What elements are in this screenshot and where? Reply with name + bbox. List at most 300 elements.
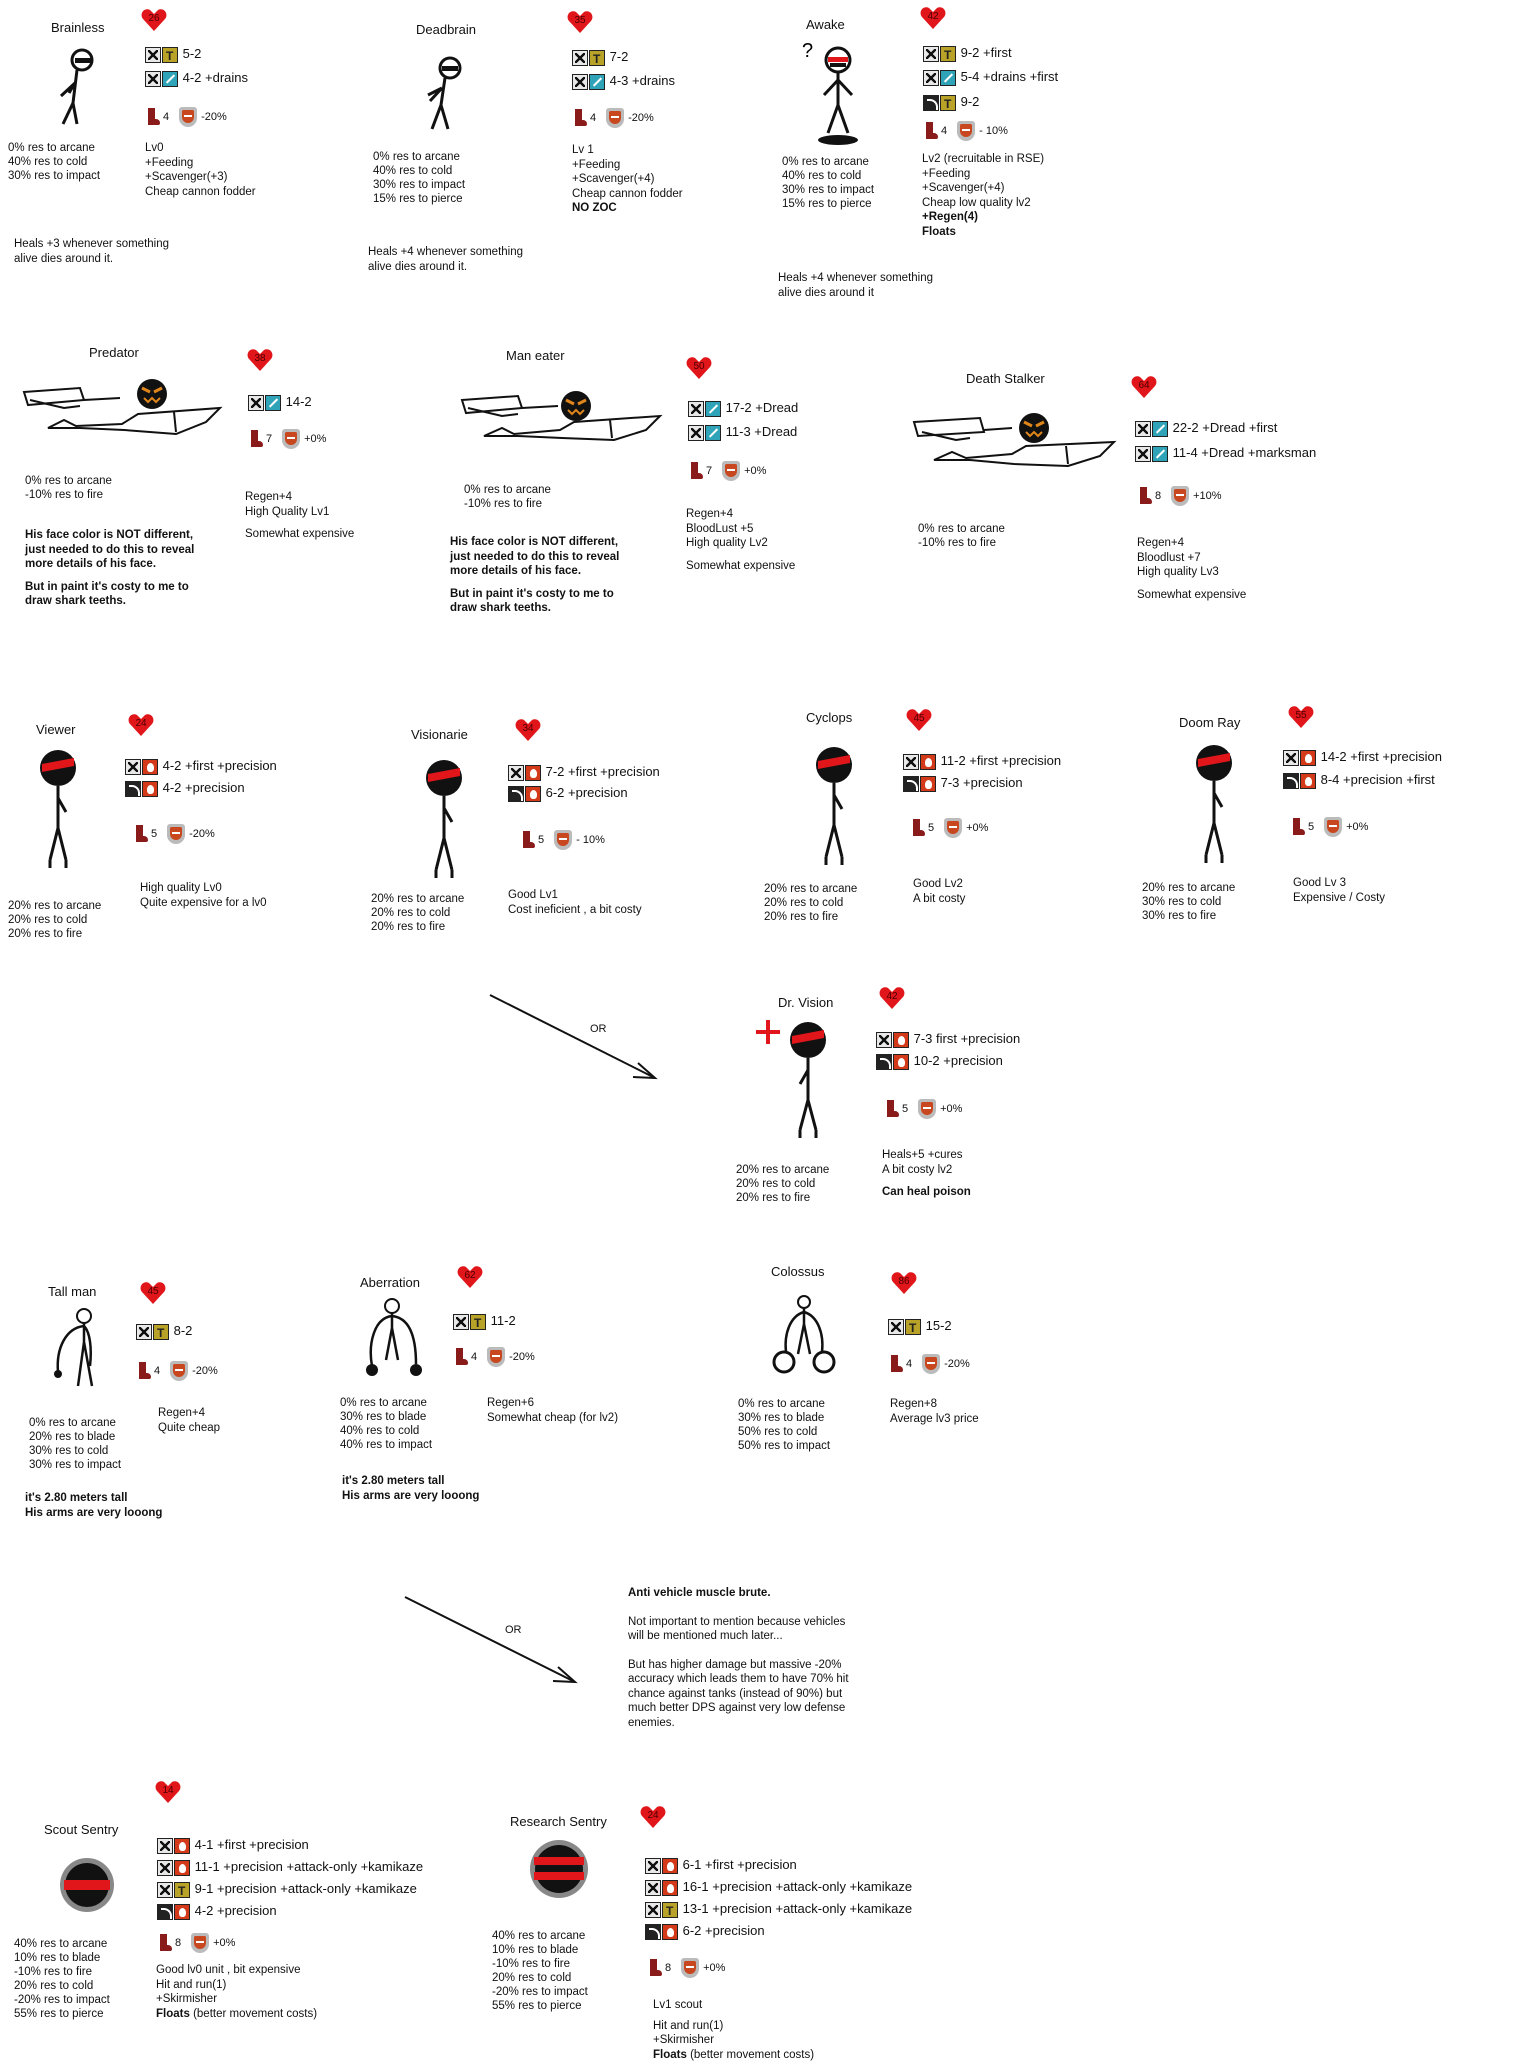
blade-icon — [162, 71, 178, 87]
boot-icon — [453, 1348, 467, 1366]
resistances: 20% res to arcane 20% res to cold 20% res to fire — [8, 900, 102, 940]
unit-extra-note: it's 2.80 meters tall His arms are very looong — [342, 1475, 480, 1502]
unit-notes: Regen+6 Somewhat cheap (for lv2) — [487, 1397, 619, 1424]
unit-notes: Regen+4 High Quality Lv1 Somewhat expensive — [245, 491, 355, 540]
heart-icon — [247, 348, 273, 372]
ranged-icon — [876, 1054, 892, 1070]
blade-icon — [589, 74, 605, 90]
boot-icon — [923, 122, 937, 140]
melee-icon — [645, 1858, 661, 1874]
melee-icon — [888, 1319, 904, 1335]
heart-icon — [457, 1265, 483, 1289]
fire-icon — [174, 1860, 190, 1876]
move-defense — [133, 823, 215, 845]
boot-icon — [888, 1355, 902, 1373]
heart-icon — [640, 1805, 666, 1829]
melee-icon — [157, 1860, 173, 1876]
resistances: 0% res to arcane -10% res to fire — [918, 523, 1005, 549]
attack-row — [145, 45, 201, 63]
attack-row — [645, 1856, 797, 1874]
shield-icon — [944, 818, 962, 838]
defense-value: +0% — [744, 465, 767, 477]
attack-text: 15-2 — [925, 1318, 952, 1333]
viewer-figure — [36, 748, 86, 873]
attack-text: 11-3 +Dread — [725, 424, 798, 439]
unit-notes: Good Lv1 Cost ineficient , a bit costy — [508, 889, 642, 916]
attack-row — [888, 1317, 952, 1335]
melee-icon — [1283, 750, 1299, 766]
ranged-icon — [903, 776, 919, 792]
attack-row — [1283, 748, 1442, 766]
boot-icon — [884, 1100, 898, 1118]
melee-icon — [645, 1880, 661, 1896]
hp-value: 55 — [1295, 710, 1307, 721]
hp-value: 45 — [147, 1286, 159, 1297]
attack-row — [923, 44, 1012, 62]
resistances: 0% res to arcane -10% res to fire — [464, 484, 551, 510]
heart-icon — [1131, 375, 1157, 399]
movement-value: 7 — [266, 433, 273, 445]
attack-text: 13-1 +precision +attack-only +kamikaze — [682, 1901, 913, 1916]
impact-icon — [589, 50, 605, 66]
boot-icon — [145, 108, 159, 126]
defense-value: -20% — [628, 112, 654, 124]
movement-value: 5 — [151, 828, 158, 840]
fire-icon — [1300, 773, 1316, 789]
melee-icon — [145, 71, 161, 87]
resistances: 0% res to arcane 20% res to blade 30% res to cold 30% res to impact — [29, 1417, 122, 1471]
deathstalker-figure — [910, 404, 1125, 479]
boot-icon — [133, 825, 147, 843]
unit-name: Research Sentry — [510, 1814, 607, 1829]
impact-icon — [153, 1324, 169, 1340]
impact-icon — [470, 1314, 486, 1330]
hp-value: 26 — [148, 13, 160, 24]
move-defense — [136, 1360, 218, 1382]
blade-icon — [705, 425, 721, 441]
unit-name: Brainless — [51, 20, 105, 35]
attack-text: 11-1 +precision +attack-only +kamikaze — [194, 1859, 424, 1874]
blade-icon — [265, 395, 281, 411]
unit-notes: Regen+4 Quite cheap — [158, 1407, 221, 1434]
fire-icon — [662, 1880, 678, 1896]
shield-icon — [681, 1958, 699, 1978]
attack-row — [688, 423, 797, 441]
attack-row — [688, 399, 798, 417]
move-defense — [453, 1346, 535, 1368]
shield-icon — [170, 1361, 188, 1381]
attack-row — [508, 763, 660, 781]
unit-name: Deadbrain — [416, 22, 476, 37]
move-defense — [688, 460, 766, 482]
attack-text: 11-4 +Dread +marksman — [1172, 445, 1317, 460]
attack-text: 8-4 +precision +first — [1320, 772, 1435, 787]
aberration-figure — [360, 1298, 430, 1382]
attack-text: 5-4 +drains +first — [960, 69, 1059, 84]
boot-icon — [1290, 818, 1304, 836]
defense-value: +0% — [703, 1962, 726, 1974]
attack-row — [876, 1030, 1020, 1048]
shield-icon — [554, 830, 572, 850]
resistances: 0% res to arcane 40% res to cold 30% res to impact 15% res to pierce — [782, 156, 875, 210]
heart-icon — [567, 10, 593, 34]
attack-text: 4-2 +first +precision — [162, 758, 277, 773]
unit-notes: Regen+4 Bloodlust +7 High quality Lv3 Somewhat expensive — [1137, 537, 1247, 601]
unit-name: Awake — [806, 17, 845, 32]
resistances: 20% res to arcane 20% res to cold 20% res to fire — [736, 1164, 830, 1204]
move-defense — [884, 1098, 962, 1120]
attack-row — [136, 1322, 192, 1340]
attack-text: 14-2 +first +precision — [1320, 749, 1443, 764]
unit-name: Man eater — [506, 348, 565, 363]
movement-value: 4 — [590, 112, 597, 124]
unit-name: Cyclops — [806, 710, 853, 725]
resistances: 0% res to arcane 40% res to cold 30% res to impact 15% res to pierce — [373, 151, 466, 205]
attack-row — [923, 93, 979, 111]
attack-text: 9-1 +precision +attack-only +kamikaze — [194, 1881, 417, 1896]
melee-icon — [453, 1314, 469, 1330]
boot-icon — [688, 462, 702, 480]
attack-row — [903, 752, 1061, 770]
resistances: 0% res to arcane 30% res to blade 40% res to cold 40% res to impact — [340, 1397, 433, 1451]
arrow-icon — [405, 1597, 585, 1689]
drvision-figure — [752, 1018, 832, 1143]
resistances: 40% res to arcane 10% res to blade -10% res to fire 20% res to cold -20% res to impact 55% res to pierce — [14, 1938, 110, 2020]
fire-icon — [525, 765, 541, 781]
impact-icon — [162, 47, 178, 63]
attack-text: 9-2 +first — [960, 45, 1012, 60]
attack-row — [508, 784, 628, 802]
attack-text: 7-3 +precision — [940, 775, 1023, 790]
fire-icon — [662, 1924, 678, 1940]
hp-value: 45 — [913, 713, 925, 724]
unit-name: Tall man — [48, 1284, 97, 1299]
movement-value: 8 — [175, 1937, 182, 1949]
attack-text: 22-2 +Dread +first — [1172, 420, 1278, 435]
anti-vehicle-note: Anti vehicle muscle brute. Not important to mention because vehicles will be mentioned much later... But has higher damage but massive -20% accuracy which leads them to have 70% hit chance against tanks (instead of 90%) but much better DPS against very low defense enemies. — [628, 1587, 849, 1729]
attack-row — [248, 393, 312, 411]
fire-icon — [920, 776, 936, 792]
fire-icon — [920, 754, 936, 770]
defense-value: -20% — [192, 1365, 218, 1377]
hp-value: 62 — [464, 1270, 476, 1281]
melee-icon — [125, 759, 141, 775]
attack-row — [157, 1880, 417, 1898]
melee-icon — [572, 74, 588, 90]
unit-extra-note: it's 2.80 meters tall His arms are very looong — [25, 1492, 163, 1519]
unit-notes: Good Lv2 A bit costy — [913, 878, 966, 905]
fire-icon — [174, 1838, 190, 1854]
boot-icon — [520, 831, 534, 849]
attack-text: 4-3 +drains — [609, 73, 676, 88]
defense-value: -20% — [944, 1358, 970, 1370]
resistances: 20% res to arcane 20% res to cold 20% res to fire — [764, 883, 858, 923]
shield-icon — [1324, 817, 1342, 837]
hp-value: 64 — [1138, 380, 1150, 391]
impact-icon — [940, 95, 956, 111]
attack-text: 14-2 — [285, 394, 312, 409]
unit-extra-note: Heals +4 whenever something alive dies around it — [778, 272, 934, 299]
defense-value: -20% — [509, 1351, 535, 1363]
heart-icon — [920, 6, 946, 30]
boot-icon — [647, 1959, 661, 1977]
attack-row — [1135, 444, 1316, 462]
unit-name: Viewer — [36, 722, 76, 737]
shield-icon — [487, 1347, 505, 1367]
attack-row — [145, 69, 248, 87]
attack-text: 7-3 first +precision — [913, 1031, 1021, 1046]
shield-icon — [922, 1354, 940, 1374]
move-defense — [647, 1957, 725, 1979]
resistances: 0% res to arcane 30% res to blade 50% res to cold 50% res to impact — [738, 1398, 831, 1452]
attack-text: 11-2 +first +precision — [940, 753, 1062, 768]
unit-name: Predator — [89, 345, 139, 360]
melee-icon — [903, 754, 919, 770]
heart-icon — [140, 1281, 166, 1305]
defense-value: +0% — [966, 822, 989, 834]
unit-notes: Good Lv 3 Expensive / Costy — [1293, 877, 1386, 904]
shield-icon — [167, 824, 185, 844]
fire-icon — [142, 759, 158, 775]
melee-icon — [923, 46, 939, 62]
movement-value: 5 — [928, 822, 935, 834]
attack-text: 4-1 +first +precision — [194, 1837, 309, 1852]
predator-figure — [20, 370, 230, 445]
unit-notes: Good lv0 unit , bit expensive Hit and run(1) +Skirmisher Floats (better movement costs) — [156, 1964, 318, 2020]
ranged-icon — [923, 95, 939, 111]
unit-extra-note: His face color is NOT different, just needed to do this to reveal more details of his face. But in paint it's costy to me to draw shark teeths. — [25, 529, 195, 607]
movement-value: 5 — [1308, 821, 1315, 833]
maneater-figure — [458, 378, 668, 453]
hp-value: 38 — [254, 353, 266, 364]
hp-value: 35 — [574, 15, 586, 26]
sentry-figure — [528, 1838, 590, 1900]
unit-notes: Lv2 (recruitable in RSE) +Feeding +Scavenger(+4) Cheap low quality lv2 +Regen(4) Floats — [922, 153, 1045, 238]
melee-icon — [157, 1838, 173, 1854]
fire-icon — [662, 1858, 678, 1874]
boot-icon — [248, 430, 262, 448]
move-defense — [520, 829, 605, 851]
defense-value: +0% — [1346, 821, 1369, 833]
heart-icon — [128, 713, 154, 737]
attack-row — [876, 1052, 1003, 1070]
defense-value: -20% — [201, 111, 227, 123]
hp-value: 24 — [135, 718, 147, 729]
melee-icon — [688, 401, 704, 417]
move-defense — [1290, 816, 1368, 838]
attack-row — [645, 1878, 912, 1896]
heart-icon — [155, 1780, 181, 1804]
movement-value: 8 — [665, 1962, 672, 1974]
attack-row — [157, 1836, 309, 1854]
unit-notes: Lv1 scout Hit and run(1) +Skirmisher Floats (better movement costs) — [653, 1999, 815, 2061]
boot-icon — [572, 109, 586, 127]
attack-row — [923, 68, 1058, 86]
attack-row — [903, 774, 1023, 792]
shield-icon — [722, 461, 740, 481]
attack-text: 10-2 +precision — [913, 1053, 1003, 1068]
resistances: 40% res to arcane 10% res to blade -10% res to fire 20% res to cold -20% res to impact 55% res to pierce — [492, 1930, 588, 2012]
move-defense — [1137, 485, 1222, 507]
attack-text: 4-2 +drains — [182, 70, 249, 85]
hp-value: 34 — [522, 723, 534, 734]
boot-icon — [157, 1934, 171, 1952]
blade-icon — [705, 401, 721, 417]
doomray-figure — [1192, 743, 1242, 868]
melee-icon — [572, 50, 588, 66]
movement-value: 7 — [706, 465, 713, 477]
heart-icon — [1288, 705, 1314, 729]
boot-icon — [910, 819, 924, 837]
defense-value: +0% — [304, 433, 327, 445]
unit-notes: Regen+8 Average lv3 price — [890, 1398, 979, 1425]
attack-text: 9-2 — [960, 94, 980, 109]
colossus-figure — [764, 1294, 844, 1376]
move-defense — [157, 1932, 235, 1954]
attack-text: 6-2 +precision — [682, 1923, 765, 1938]
defense-value: - 10% — [576, 834, 605, 846]
movement-value: 4 — [154, 1365, 161, 1377]
attack-row — [645, 1922, 765, 1940]
awake-figure — [800, 35, 860, 150]
shield-icon — [918, 1099, 936, 1119]
movement-value: 4 — [163, 111, 170, 123]
deadbrain-figure — [418, 55, 468, 133]
attack-text: 7-2 +first +precision — [545, 764, 660, 779]
attack-row — [453, 1312, 516, 1330]
unit-extra-note: Heals +3 whenever something alive dies around it. — [14, 238, 170, 265]
heart-icon — [879, 986, 905, 1010]
melee-icon — [145, 47, 161, 63]
attack-text: 5-2 — [182, 46, 202, 61]
shield-icon — [1171, 486, 1189, 506]
attack-row — [645, 1900, 912, 1918]
attack-text: 4-2 +precision — [162, 780, 245, 795]
movement-value: 4 — [941, 125, 948, 137]
attack-text: 8-2 — [173, 1323, 193, 1338]
boot-icon — [136, 1362, 150, 1380]
unit-name: Colossus — [771, 1264, 825, 1279]
hp-value: 42 — [886, 991, 898, 1002]
unit-extra-note: Heals +4 whenever something alive dies around it. — [368, 246, 524, 273]
or-label: OR — [505, 1624, 522, 1636]
heart-icon — [906, 708, 932, 732]
attack-text: 6-2 +precision — [545, 785, 628, 800]
move-defense — [145, 106, 227, 128]
blade-icon — [1152, 446, 1168, 462]
attack-row — [125, 779, 245, 797]
boot-icon — [1137, 487, 1151, 505]
fire-icon — [174, 1904, 190, 1920]
resistances: 20% res to arcane 30% res to cold 30% res to fire — [1142, 882, 1236, 922]
melee-icon — [157, 1882, 173, 1898]
move-defense — [572, 107, 654, 129]
attack-text: 7-2 — [609, 49, 629, 64]
unit-notes: High quality Lv0 Quite expensive for a lv0 — [140, 882, 267, 909]
fire-icon — [893, 1054, 909, 1070]
attack-row — [572, 72, 675, 90]
heart-icon — [891, 1271, 917, 1295]
attack-row — [157, 1858, 423, 1876]
attack-text: 17-2 +Dread — [725, 400, 799, 415]
fire-icon — [525, 786, 541, 802]
move-defense — [248, 428, 326, 450]
defense-value: - 10% — [979, 125, 1008, 137]
unit-extra-note: His face color is NOT different, just needed to do this to reveal more details of his face. But in paint it's costy to me to draw shark teeths. — [450, 536, 620, 614]
melee-icon — [136, 1324, 152, 1340]
tallman-figure — [46, 1308, 116, 1388]
arrow-icon — [490, 995, 665, 1085]
blade-icon — [1152, 421, 1168, 437]
attack-row — [125, 757, 277, 775]
attack-row — [1283, 771, 1435, 789]
shield-icon — [282, 429, 300, 449]
hp-value: 14 — [162, 1785, 174, 1796]
defense-value: -20% — [189, 828, 215, 840]
svg-text:?: ? — [802, 40, 814, 62]
attack-text: 4-2 +precision — [194, 1903, 277, 1918]
unit-name: Aberration — [360, 1275, 420, 1290]
shield-icon — [179, 107, 197, 127]
heart-icon — [515, 718, 541, 742]
heart-icon — [141, 8, 167, 32]
unit-notes: Heals+5 +cures A bit costy lv2 Can heal poison — [882, 1149, 971, 1198]
move-defense — [910, 817, 988, 839]
shield-icon — [191, 1933, 209, 1953]
movement-value: 5 — [538, 834, 545, 846]
melee-icon — [645, 1902, 661, 1918]
melee-icon — [876, 1032, 892, 1048]
melee-icon — [248, 395, 264, 411]
unit-name: Death Stalker — [966, 371, 1045, 386]
brainless-figure — [55, 48, 105, 128]
melee-icon — [508, 765, 524, 781]
defense-value: +10% — [1193, 490, 1222, 502]
melee-icon — [1135, 446, 1151, 462]
defense-value: +0% — [213, 1937, 236, 1949]
unit-name: Scout Sentry — [44, 1822, 119, 1837]
move-defense — [923, 120, 1008, 142]
fire-icon — [1300, 750, 1316, 766]
shield-icon — [606, 108, 624, 128]
move-defense — [888, 1353, 970, 1375]
impact-icon — [662, 1902, 678, 1918]
resistances: 0% res to arcane -10% res to fire — [25, 475, 112, 501]
visionarie-figure — [422, 758, 472, 883]
hp-value: 42 — [927, 11, 939, 22]
unit-name: Doom Ray — [1179, 715, 1241, 730]
fire-icon — [893, 1032, 909, 1048]
blade-icon — [940, 70, 956, 86]
fire-icon — [142, 781, 158, 797]
melee-icon — [1135, 421, 1151, 437]
movement-value: 8 — [1155, 490, 1162, 502]
shield-icon — [957, 121, 975, 141]
heart-icon — [686, 356, 712, 380]
melee-icon — [688, 425, 704, 441]
ranged-icon — [1283, 773, 1299, 789]
attack-text: 11-2 — [490, 1313, 516, 1328]
hp-value: 24 — [647, 1810, 659, 1821]
or-label: OR — [590, 1023, 607, 1035]
ranged-icon — [157, 1904, 173, 1920]
hp-value: 50 — [693, 361, 705, 372]
resistances: 0% res to arcane 40% res to cold 30% res to impact — [8, 142, 101, 182]
hp-value: 86 — [898, 1276, 910, 1287]
attack-text: 16-1 +precision +attack-only +kamikaze — [682, 1879, 913, 1894]
unit-name: Dr. Vision — [778, 995, 834, 1010]
cyclops-figure — [810, 745, 860, 870]
